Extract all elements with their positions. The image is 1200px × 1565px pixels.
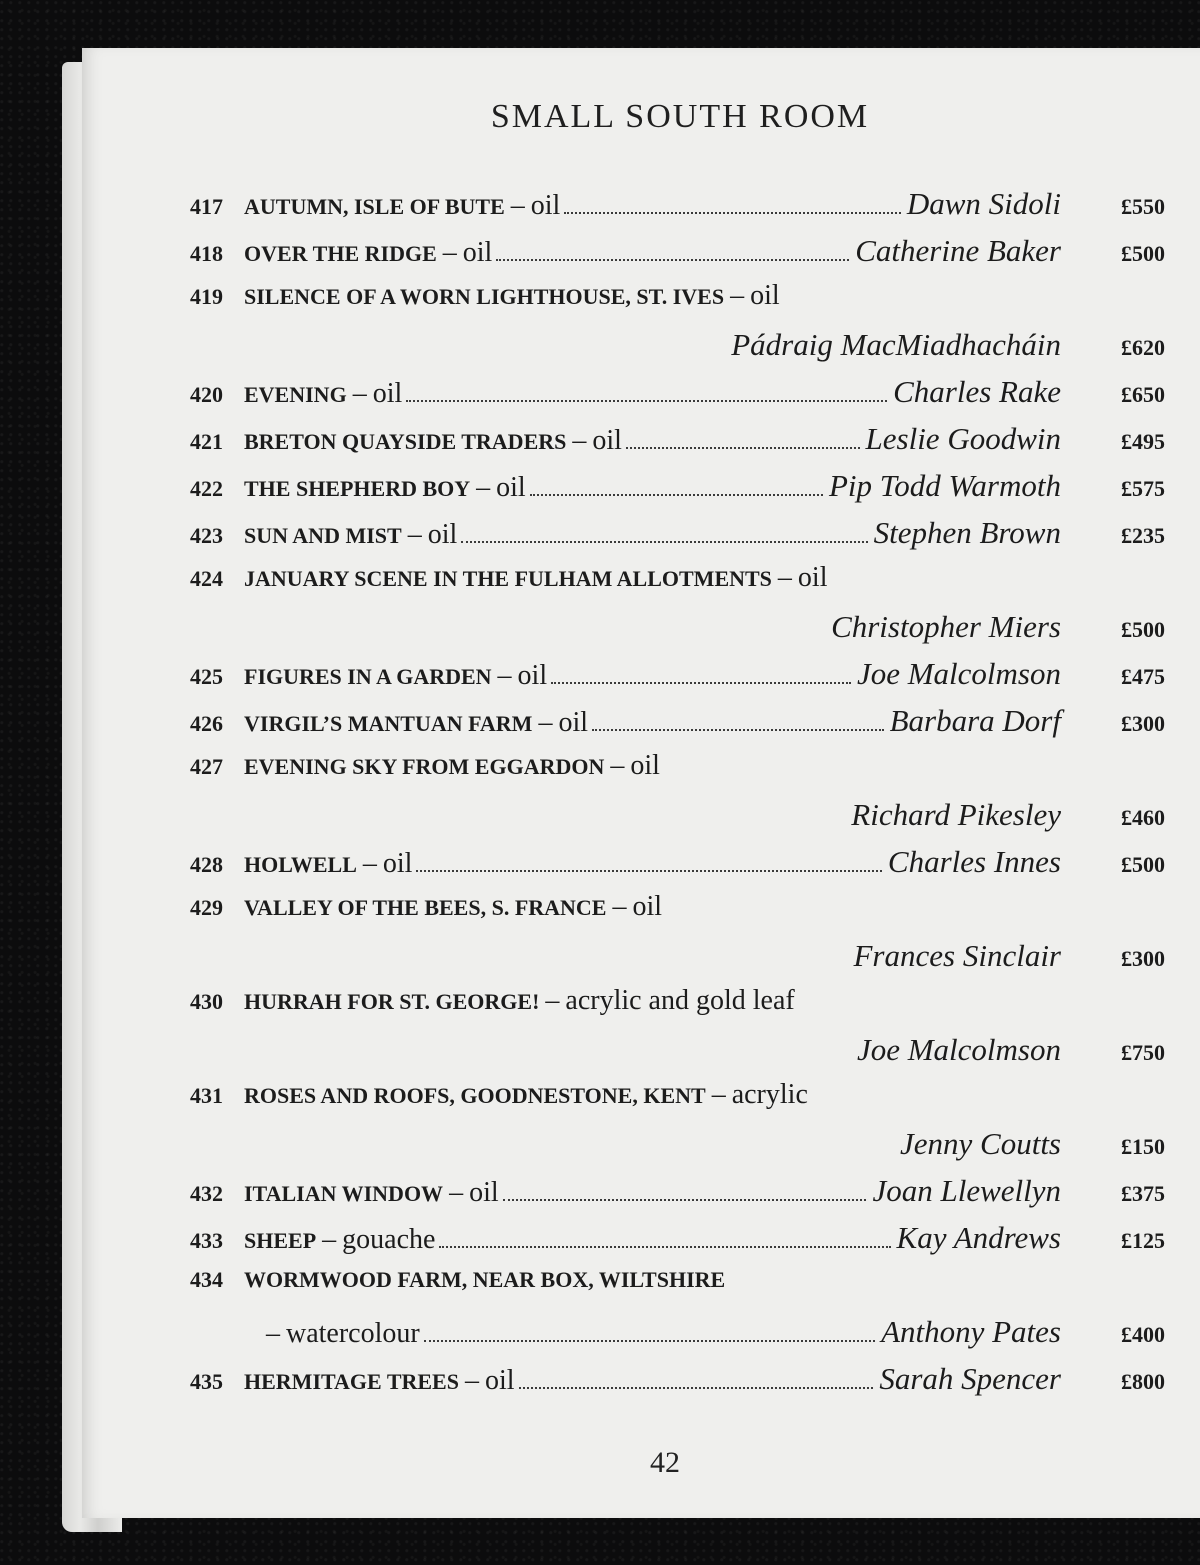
dot-leader [564,212,901,214]
price: £475 [1121,664,1165,689]
artist-name: Joe Malcolmson [856,656,1061,691]
list-item-continuation [190,327,1165,374]
dot-leader [530,494,823,496]
artist-name: Charles Innes [887,844,1061,879]
dash-separator: – [497,660,512,691]
lot-number: 433 [190,1228,223,1253]
list-item [190,280,1165,327]
artwork-title: HURRAH FOR ST. GEORGE! [244,989,540,1014]
artwork-title: EVENING [244,382,347,407]
dash-separator: – [510,190,525,221]
list-item-continuation [190,609,1165,656]
price: £125 [1121,1228,1165,1253]
artwork-medium: oil [750,280,780,311]
lot-number: 431 [190,1083,223,1108]
dot-leader [424,1340,875,1342]
lot-number: 434 [190,1267,223,1292]
list-item [190,1361,1165,1408]
dash-separator: – [612,891,627,922]
list-item [190,421,1165,468]
price: £650 [1121,382,1165,407]
artwork-medium: oil [558,707,589,738]
dash-separator: – [322,1224,337,1255]
list-item [190,1079,1165,1126]
list-item-continuation [190,797,1165,844]
dash-separator: – [407,519,422,550]
dot-leader [439,1246,890,1248]
artwork-medium: gouache [342,1224,436,1255]
artwork-title: HERMITAGE TREES [244,1369,459,1394]
list-item [190,985,1165,1032]
artwork-title: AUTUMN, ISLE OF BUTE [244,194,505,219]
artist-name: Kay Andrews [896,1220,1061,1255]
artist-name: Charles Rake [893,374,1061,409]
list-item [190,1220,1165,1267]
dot-leader [416,870,881,872]
dash-separator: – [538,707,553,738]
lot-number: 429 [190,895,223,920]
dash-separator: – [464,1365,479,1396]
price: £500 [1121,617,1165,642]
artwork-medium: oil [530,190,561,221]
list-item [190,515,1165,562]
dot-leader [496,259,849,261]
artist-name: Pip Todd Warmoth [829,468,1061,503]
dash-separator: – [777,562,792,593]
list-item [190,374,1165,421]
artist-name: Richard Pikesley [851,797,1061,832]
lot-number: 428 [190,852,223,877]
artist-name: Joe Malcolmson [856,1032,1061,1067]
list-item [190,233,1165,280]
price: £400 [1121,1322,1165,1347]
artwork-title: SHEEP [244,1228,317,1253]
list-item [190,562,1165,609]
lot-number: 424 [190,566,223,591]
artwork-medium: oil [797,562,828,593]
price: £495 [1121,429,1165,454]
list-item [190,468,1165,515]
price: £375 [1121,1181,1165,1206]
lot-number: 426 [190,711,223,736]
artwork-title: ROSES AND ROOFS, GOODNESTONE, KENT [244,1083,706,1108]
lot-number: 417 [190,194,223,219]
artwork-medium: oil [630,750,660,781]
artist-name: Sarah Spencer [879,1361,1061,1396]
artwork-medium: acrylic and gold leaf [565,985,795,1016]
artwork-title: ITALIAN WINDOW [244,1181,444,1206]
dash-separator: – [266,1318,280,1349]
lot-number: 425 [190,664,223,689]
dash-separator: – [610,750,625,781]
artwork-title: OVER THE RIDGE [244,241,437,266]
list-item [190,186,1165,233]
lot-number: 423 [190,523,223,548]
list-item [190,844,1165,891]
list-item-continuation [190,1314,1165,1361]
list-item [190,891,1165,938]
lot-number: 435 [190,1369,223,1394]
list-item [190,703,1165,750]
dot-leader [626,447,860,449]
artwork-title: SILENCE OF A WORN LIGHTHOUSE, ST. IVES [244,284,725,309]
page-number: 42 [650,1446,680,1479]
price: £620 [1121,335,1165,360]
dash-separator: – [352,378,367,409]
artwork-medium: oil [592,425,622,456]
list-item-continuation [190,938,1165,985]
artist-name: Catherine Baker [855,233,1061,268]
lot-number: 427 [190,754,223,779]
artwork-medium: oil [484,1365,515,1396]
lot-number: 421 [190,429,223,454]
dash-separator: – [711,1079,726,1110]
dash-separator: – [730,280,745,311]
artwork-medium: oil [496,472,526,503]
list-item [190,1267,1165,1314]
list-item [190,1173,1165,1220]
dash-separator: – [449,1177,464,1208]
price: £800 [1121,1369,1165,1394]
catalogue-entries [190,186,1165,1408]
artwork-medium: oil [462,237,493,268]
artwork-title: WORMWOOD FARM, NEAR BOX, WILTSHIRE [244,1267,726,1292]
artist-name: Jenny Coutts [900,1126,1061,1161]
artwork-medium: oil [632,891,663,922]
dot-leader [461,541,867,543]
artwork-medium: oil [372,378,403,409]
price: £550 [1121,194,1165,219]
list-item-continuation [190,1032,1165,1079]
lot-number: 432 [190,1181,223,1206]
lot-number: 420 [190,382,223,407]
list-item [190,750,1165,797]
price: £750 [1121,1040,1165,1065]
list-item-continuation [190,1126,1165,1173]
artwork-title: VALLEY OF THE BEES, S. FRANCE [244,895,607,920]
artwork-title: FIGURES IN A GARDEN [244,664,492,689]
dot-leader [503,1199,867,1201]
artwork-title: BRETON QUAYSIDE TRADERS [244,429,567,454]
page-title: SMALL SOUTH ROOM [490,98,870,135]
artist-name: Anthony Pates [881,1314,1061,1349]
artwork-title: HOLWELL [244,852,357,877]
artwork-medium: oil [427,519,458,550]
dash-separator: – [362,848,377,879]
lot-number: 419 [190,284,223,309]
dash-separator: – [545,985,560,1016]
artwork-medium: oil [382,848,413,879]
artist-name: Joan Llewellyn [872,1173,1061,1208]
price: £500 [1121,852,1165,877]
artwork-title: THE SHEPHERD BOY [244,476,471,501]
artwork-title: SUN AND MIST [244,523,402,548]
price: £150 [1121,1134,1165,1159]
lot-number: 418 [190,241,223,266]
price: £300 [1121,711,1165,736]
price: £300 [1121,946,1165,971]
dot-leader [592,729,884,731]
artist-name: Pádraig MacMiadhacháin [731,327,1061,362]
lot-number: 422 [190,476,223,501]
artist-name: Dawn Sidoli [906,186,1061,221]
artist-name: Barbara Dorf [889,703,1061,738]
dot-leader [406,400,887,402]
artist-name: Stephen Brown [873,515,1061,550]
artwork-title: JANUARY SCENE IN THE FULHAM ALLOTMENTS [244,566,772,591]
artwork-medium: oil [517,660,548,691]
artwork-title: VIRGIL’S MANTUAN FARM [244,711,533,736]
artwork-medium: oil [469,1177,499,1208]
dash-separator: – [442,237,457,268]
dash-separator: – [572,425,587,456]
price: £575 [1121,476,1165,501]
artwork-title: EVENING SKY FROM EGGARDON [244,754,605,779]
artist-name: Christopher Miers [831,609,1061,644]
price: £500 [1121,241,1165,266]
dash-separator: – [476,472,491,503]
artwork-medium: watercolour [286,1318,420,1349]
artist-name: Leslie Goodwin [865,421,1061,456]
dot-leader [519,1387,874,1389]
artwork-medium: acrylic [731,1079,808,1110]
price: £235 [1121,523,1165,548]
price: £460 [1121,805,1165,830]
list-item [190,656,1165,703]
lot-number: 430 [190,989,223,1014]
dot-leader [551,682,851,684]
artist-name: Frances Sinclair [853,938,1061,973]
